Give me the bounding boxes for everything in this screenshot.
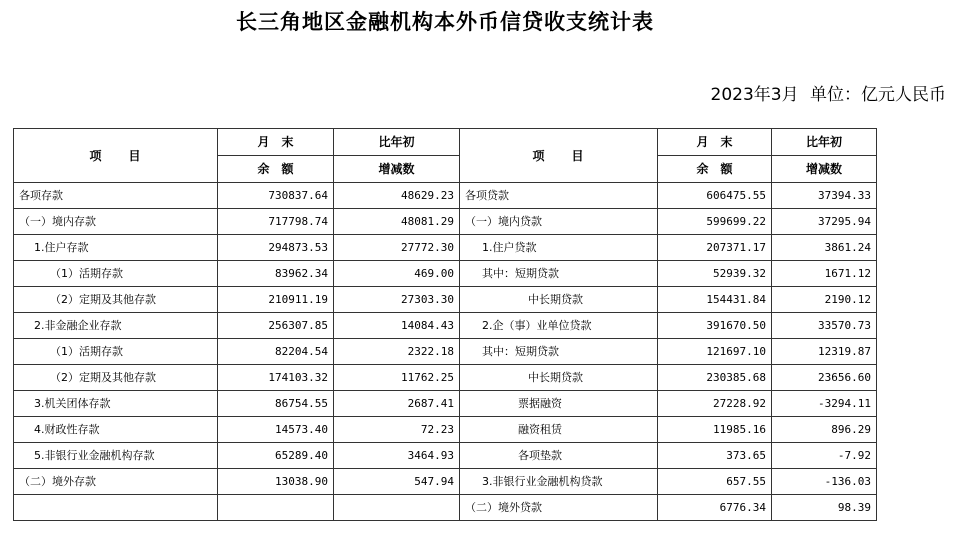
table-row bbox=[14, 443, 877, 469]
deposit-change: 2322.18 bbox=[334, 339, 460, 365]
deposit-change: 11762.25 bbox=[334, 365, 460, 391]
deposit-item-label: （2）定期及其他存款 bbox=[14, 365, 218, 391]
loan-change: -3294.11 bbox=[772, 391, 877, 417]
period-label: 2023年3月 bbox=[710, 85, 799, 105]
period-unit-line bbox=[705, 80, 947, 105]
loan-change: 33570.73 bbox=[772, 313, 877, 339]
loan-balance: 11985.16 bbox=[658, 417, 772, 443]
table-row bbox=[14, 209, 877, 235]
loan-item-label: 中长期贷款 bbox=[460, 287, 658, 313]
loan-change: 12319.87 bbox=[772, 339, 877, 365]
loan-balance: 657.55 bbox=[658, 469, 772, 495]
loan-balance: 391670.50 bbox=[658, 313, 772, 339]
loan-item-label: （二）境外贷款 bbox=[460, 495, 658, 521]
table-row bbox=[14, 469, 877, 495]
loan-change: 1671.12 bbox=[772, 261, 877, 287]
deposit-change: 27772.30 bbox=[334, 235, 460, 261]
left-change-header-bottom: 增减数 bbox=[334, 156, 460, 183]
loan-balance: 121697.10 bbox=[658, 339, 772, 365]
left-item-header: 项 目 bbox=[14, 129, 218, 183]
loan-change: 37394.33 bbox=[772, 183, 877, 209]
right-balance-header-bottom: 余 额 bbox=[658, 156, 772, 183]
deposit-item-label: 3.机关团体存款 bbox=[14, 391, 218, 417]
deposit-change bbox=[334, 495, 460, 521]
credit-statistics-table bbox=[13, 128, 877, 521]
loan-item-label: （一）境内贷款 bbox=[460, 209, 658, 235]
deposit-balance: 86754.55 bbox=[218, 391, 334, 417]
loan-change: 896.29 bbox=[772, 417, 877, 443]
deposit-item-label: 各项存款 bbox=[14, 183, 218, 209]
deposit-change: 48081.29 bbox=[334, 209, 460, 235]
deposit-change: 27303.30 bbox=[334, 287, 460, 313]
deposit-item-label: （1）活期存款 bbox=[14, 339, 218, 365]
loan-item-label: 2.企（事）业单位贷款 bbox=[460, 313, 658, 339]
deposit-item-label: 1.住户存款 bbox=[14, 235, 218, 261]
loan-balance: 154431.84 bbox=[658, 287, 772, 313]
loan-item-label: 其中：短期贷款 bbox=[460, 339, 658, 365]
loan-balance: 373.65 bbox=[658, 443, 772, 469]
deposit-item-label: （一）境内存款 bbox=[14, 209, 218, 235]
loan-change: 2190.12 bbox=[772, 287, 877, 313]
deposit-balance: 82204.54 bbox=[218, 339, 334, 365]
deposit-change: 72.23 bbox=[334, 417, 460, 443]
loan-change: 37295.94 bbox=[772, 209, 877, 235]
deposit-balance: 294873.53 bbox=[218, 235, 334, 261]
loan-balance: 606475.55 bbox=[658, 183, 772, 209]
deposit-balance: 174103.32 bbox=[218, 365, 334, 391]
page-title: 长三角地区金融机构本外币信贷收支统计表 bbox=[236, 10, 654, 34]
table-row bbox=[14, 313, 877, 339]
deposit-balance: 210911.19 bbox=[218, 287, 334, 313]
right-change-header-bottom: 增减数 bbox=[772, 156, 877, 183]
left-balance-header-top: 月 末 bbox=[218, 129, 334, 156]
loan-item-label: 中长期贷款 bbox=[460, 365, 658, 391]
deposit-change: 469.00 bbox=[334, 261, 460, 287]
deposit-balance: 256307.85 bbox=[218, 313, 334, 339]
loan-item-label: 3.非银行业金融机构贷款 bbox=[460, 469, 658, 495]
deposit-item-label: （1）活期存款 bbox=[14, 261, 218, 287]
table-row bbox=[14, 235, 877, 261]
deposit-balance: 13038.90 bbox=[218, 469, 334, 495]
table-row bbox=[14, 417, 877, 443]
deposit-item-label: （2）定期及其他存款 bbox=[14, 287, 218, 313]
deposit-change: 547.94 bbox=[334, 469, 460, 495]
table-row bbox=[14, 261, 877, 287]
loan-item-label: 各项垫款 bbox=[460, 443, 658, 469]
loan-item-label: 各项贷款 bbox=[460, 183, 658, 209]
table-row bbox=[14, 183, 877, 209]
table-row bbox=[14, 365, 877, 391]
left-balance-header-bottom: 余 额 bbox=[218, 156, 334, 183]
loan-balance: 207371.17 bbox=[658, 235, 772, 261]
loan-change: -136.03 bbox=[772, 469, 877, 495]
deposit-change: 14084.43 bbox=[334, 313, 460, 339]
deposit-balance: 65289.40 bbox=[218, 443, 334, 469]
loan-balance: 27228.92 bbox=[658, 391, 772, 417]
deposit-change: 2687.41 bbox=[334, 391, 460, 417]
deposit-balance: 730837.64 bbox=[218, 183, 334, 209]
unit-label: 单位：亿元人民币 bbox=[810, 85, 946, 105]
deposit-balance: 717798.74 bbox=[218, 209, 334, 235]
loan-item-label: 其中：短期贷款 bbox=[460, 261, 658, 287]
loan-change: 23656.60 bbox=[772, 365, 877, 391]
deposit-item-label: 4.财政性存款 bbox=[14, 417, 218, 443]
right-item-header: 项 目 bbox=[460, 129, 658, 183]
deposit-balance: 14573.40 bbox=[218, 417, 334, 443]
loan-balance: 230385.68 bbox=[658, 365, 772, 391]
loan-item-label: 票据融资 bbox=[460, 391, 658, 417]
table-row bbox=[14, 287, 877, 313]
right-balance-header-top: 月 末 bbox=[658, 129, 772, 156]
deposit-item-label bbox=[14, 495, 218, 521]
table-row bbox=[14, 391, 877, 417]
loan-change: -7.92 bbox=[772, 443, 877, 469]
deposit-change: 48629.23 bbox=[334, 183, 460, 209]
table-row bbox=[14, 339, 877, 365]
deposit-change: 3464.93 bbox=[334, 443, 460, 469]
loan-balance: 599699.22 bbox=[658, 209, 772, 235]
deposit-item-label: 2.非金融企业存款 bbox=[14, 313, 218, 339]
table-row bbox=[14, 495, 877, 521]
right-change-header-top: 比年初 bbox=[772, 129, 877, 156]
loan-balance: 6776.34 bbox=[658, 495, 772, 521]
left-change-header-top: 比年初 bbox=[334, 129, 460, 156]
deposit-item-label: 5.非银行业金融机构存款 bbox=[14, 443, 218, 469]
deposit-item-label: （二）境外存款 bbox=[14, 469, 218, 495]
loan-change: 3861.24 bbox=[772, 235, 877, 261]
loan-change: 98.39 bbox=[772, 495, 877, 521]
deposit-balance bbox=[218, 495, 334, 521]
loan-item-label: 1.住户贷款 bbox=[460, 235, 658, 261]
deposit-balance: 83962.34 bbox=[218, 261, 334, 287]
loan-balance: 52939.32 bbox=[658, 261, 772, 287]
loan-item-label: 融资租赁 bbox=[460, 417, 658, 443]
